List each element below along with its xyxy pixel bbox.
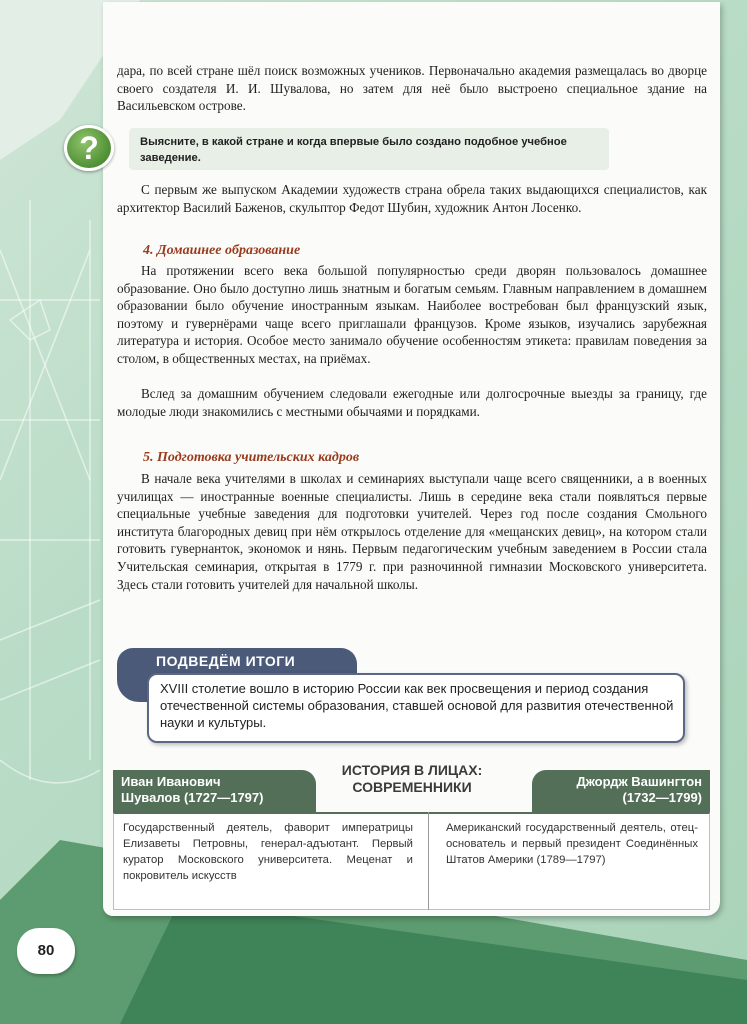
person-right-name: Джордж Вашингтон: [576, 774, 702, 789]
section-5-heading: 5. Подготовка учительских кадров: [143, 450, 360, 465]
person-left-years: Шувалов (1727—1797): [121, 790, 264, 805]
person-right-name-tab: [532, 770, 710, 812]
graduates-paragraph: С первым же выпуском Академии художеств страна обрела таких выдающихся специалистов, как архитектор Василий Баженов, скульптор Федот Шубин, художник Антон Лосенко.: [117, 182, 707, 215]
person-left-name: Иван Иванович: [121, 774, 221, 789]
intro-paragraph: дара, по всей стране шёл поиск возможных учеников. Первоначально академия размещалась во дворце своего создателя И. И. Шувалова, но затем для неё было выстроено специальное здание на Васильевском острове.: [117, 63, 707, 114]
section-5-paragraph: В начале века учителями в школах и семинариях выступали чаще всего священники, а в военных училищах — иностранные военные специалисты. Лишь в середине века стали появляться первые специальные учебные заведения для подготовки учителей. Через год после создания Смольного института благородных девиц при нём открылось отделение для «мещанских девиц», на котором стали готовить гувернанток, экономок и нянь. Первым педагогическим учебным заведением в России стала Учительская семинария, открытая в 1779 г. при разночинной гимназии Московского университета. Здесь стали готовить учителей для начальной школы.: [117, 471, 707, 592]
person-right-years: (1732—1799): [622, 790, 702, 805]
history-faces-title-line1: ИСТОРИЯ В ЛИЦАХ:: [341, 762, 483, 778]
page-number: 80: [17, 928, 75, 974]
person-left-name-tab: [113, 770, 316, 812]
question-text: Выясните, в какой стране и когда впервые было создано подобное учебное заведение.: [140, 136, 567, 164]
contemporaries-divider: [428, 812, 429, 910]
summary-label: ПОДВЕДЁМ ИТОГИ: [156, 653, 296, 669]
section-4-paragraph-2: Вслед за домашним обучением следовали ежегодные или долгосрочные выезды за границу, где молодые люди знакомились с местными обычаями и порядками.: [117, 386, 707, 419]
section-4-heading: 4. Домашнее образование: [143, 243, 301, 258]
person-right-description: Американский государственный деятель, отец-основатель и первый президент Соединённых Штатов Америки (1789—1797): [446, 822, 698, 866]
history-faces-title: [322, 762, 502, 796]
summary-text: XVIII столетие вошло в историю России как век просвещения и период создания отечественной системы образования, ставшей основой для развития отечественной науки и культуры.: [160, 681, 674, 730]
person-left-description: Государственный деятель, фаворит императрицы Елизаветы Петровны, генерал-адъютант. Первый куратор Московского университета. Меценат и покровитель искусств: [123, 822, 413, 882]
question-icon: ?: [64, 125, 114, 171]
history-faces-title-line2: СОВРЕМЕННИКИ: [352, 779, 472, 795]
section-4-paragraph-1: На протяжении всего века большой популярностью среди дворян пользовалось домашнее образование. Оно было доступно лишь знатным и богатым семьям. Главным направлением в домашнем образовании было обучение иностранным языкам. Наиболее востребован был французский язык, поэтому и гувернёрами чаще всего приглашали французов. Кроме языков, изучались зарубежная литература и история. Особое место занимало обучение особенностям этикета: правилам поведения за столом, в общественных местах, на приёмах.: [117, 263, 707, 366]
